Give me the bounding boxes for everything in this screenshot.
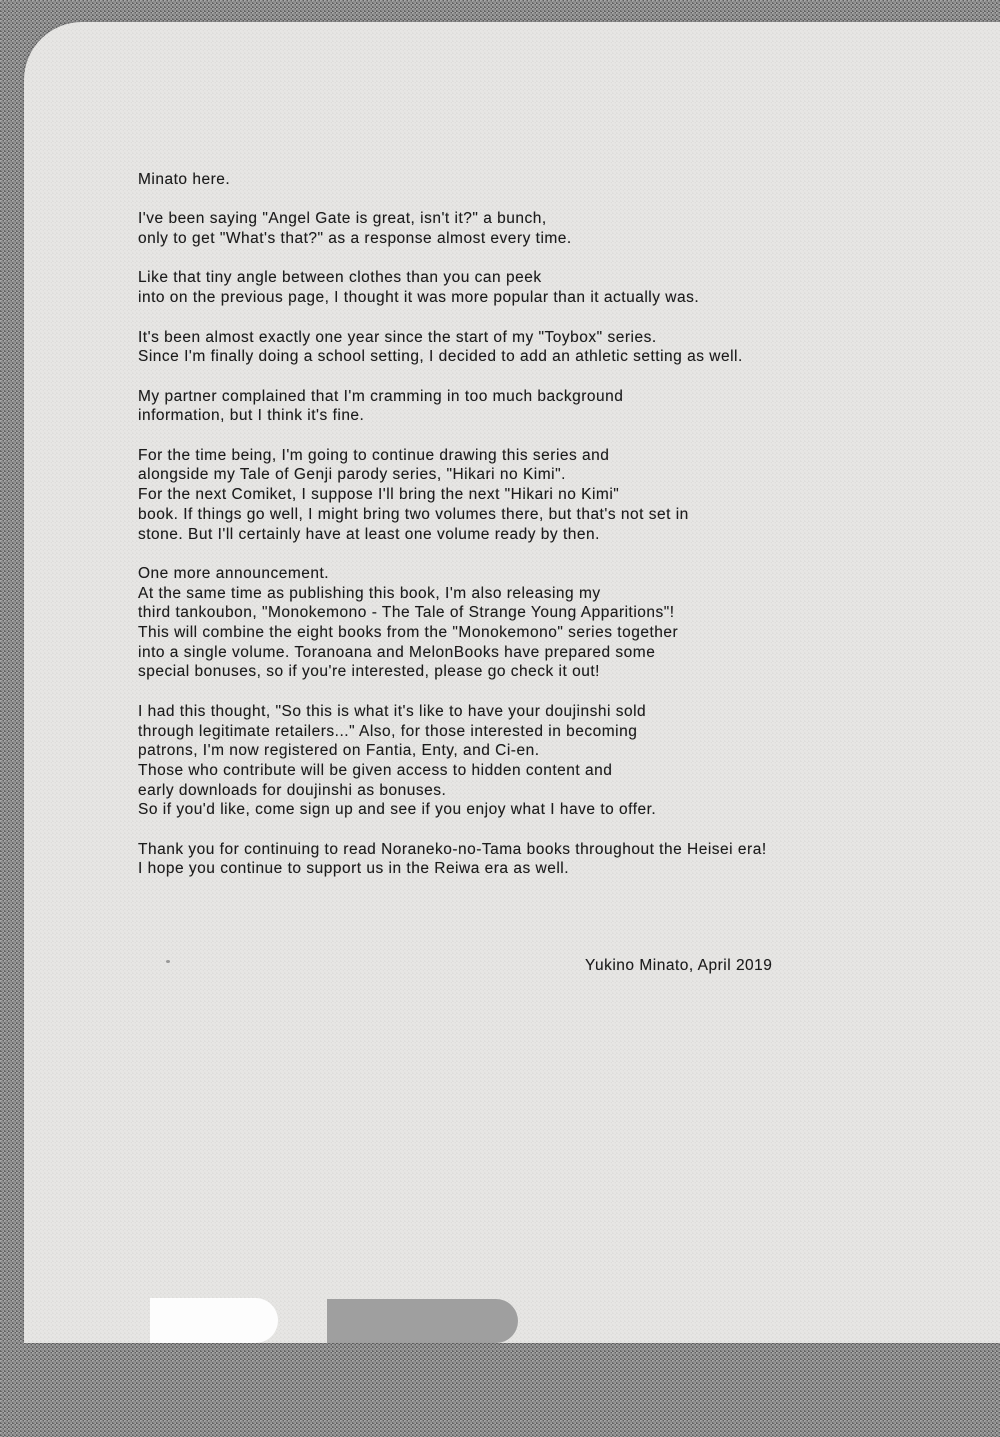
text-line: Since I'm finally doing a school setting, I decided to add an athletic setting as well. xyxy=(138,348,743,366)
text-line: into a single volume. Toranoana and MelonBooks have prepared some xyxy=(138,643,656,661)
text-line: I hope you continue to support us in the Reiwa era as well. xyxy=(138,860,570,878)
text-line: alongside my Tale of Genji parody series, "Hikari no Kimi". xyxy=(138,466,566,484)
paragraph xyxy=(138,702,767,820)
paragraph xyxy=(138,268,767,307)
text-line: I had this thought, "So this is what it's like to have your doujinshi sold xyxy=(138,702,647,720)
bottom-shape-gray xyxy=(327,1299,518,1343)
bottom-shape-white xyxy=(150,1298,278,1343)
text-line: For the time being, I'm going to continue drawing this series and xyxy=(138,446,610,464)
text-line: This will combine the eight books from the "Monokemono" series together xyxy=(138,624,679,642)
text-line: It's been almost exactly one year since the start of my "Toybox" series. xyxy=(138,328,657,346)
text-line: third tankoubon, "Monokemono - The Tale of Strange Young Apparitions"! xyxy=(138,604,675,622)
scan-speck xyxy=(166,960,170,963)
text-line: At the same time as publishing this book, I'm also releasing my xyxy=(138,584,601,602)
text-line: stone. But I'll certainly have at least one volume ready by then. xyxy=(138,525,600,543)
text-line: special bonuses, so if you're interested, please go check it out! xyxy=(138,663,600,681)
paragraph xyxy=(138,564,767,682)
text-line: Thank you for continuing to read Noraneko-no-Tama books throughout the Heisei era! xyxy=(138,840,767,858)
text-line: My partner complained that I'm cramming in too much background xyxy=(138,387,624,405)
paragraph xyxy=(138,209,767,248)
text-line: One more announcement. xyxy=(138,564,330,582)
text-line: only to get "What's that?" as a response almost every time. xyxy=(138,230,572,248)
text-line: Minato here. xyxy=(138,171,231,188)
afterword-text xyxy=(138,170,767,899)
text-line: So if you'd like, come sign up and see if you enjoy what I have to offer. xyxy=(138,801,657,819)
text-line: Like that tiny angle between clothes than you can peek xyxy=(138,269,542,287)
text-line: information, but I think it's fine. xyxy=(138,407,365,425)
paragraph xyxy=(138,446,767,545)
text-line: patrons, I'm now registered on Fantia, Enty, and Ci-en. xyxy=(138,742,540,760)
paragraph xyxy=(138,170,767,190)
text-line: early downloads for doujinshi as bonuses. xyxy=(138,781,447,799)
paragraph xyxy=(138,387,767,426)
text-line: Those who contribute will be given access to hidden content and xyxy=(138,761,613,779)
text-line: through legitimate retailers..." Also, for those interested in becoming xyxy=(138,722,638,740)
text-line: For the next Comiket, I suppose I'll bring the next "Hikari no Kimi" xyxy=(138,486,620,504)
text-line: I've been saying "Angel Gate is great, isn't it?" a bunch, xyxy=(138,210,547,228)
text-line: book. If things go well, I might bring two volumes there, but that's not set in xyxy=(138,505,689,523)
signature: Yukino Minato, April 2019 xyxy=(585,957,773,974)
paragraph xyxy=(138,840,767,879)
text-line: into on the previous page, I thought it was more popular than it actually was. xyxy=(138,289,700,307)
paragraph xyxy=(138,328,767,367)
